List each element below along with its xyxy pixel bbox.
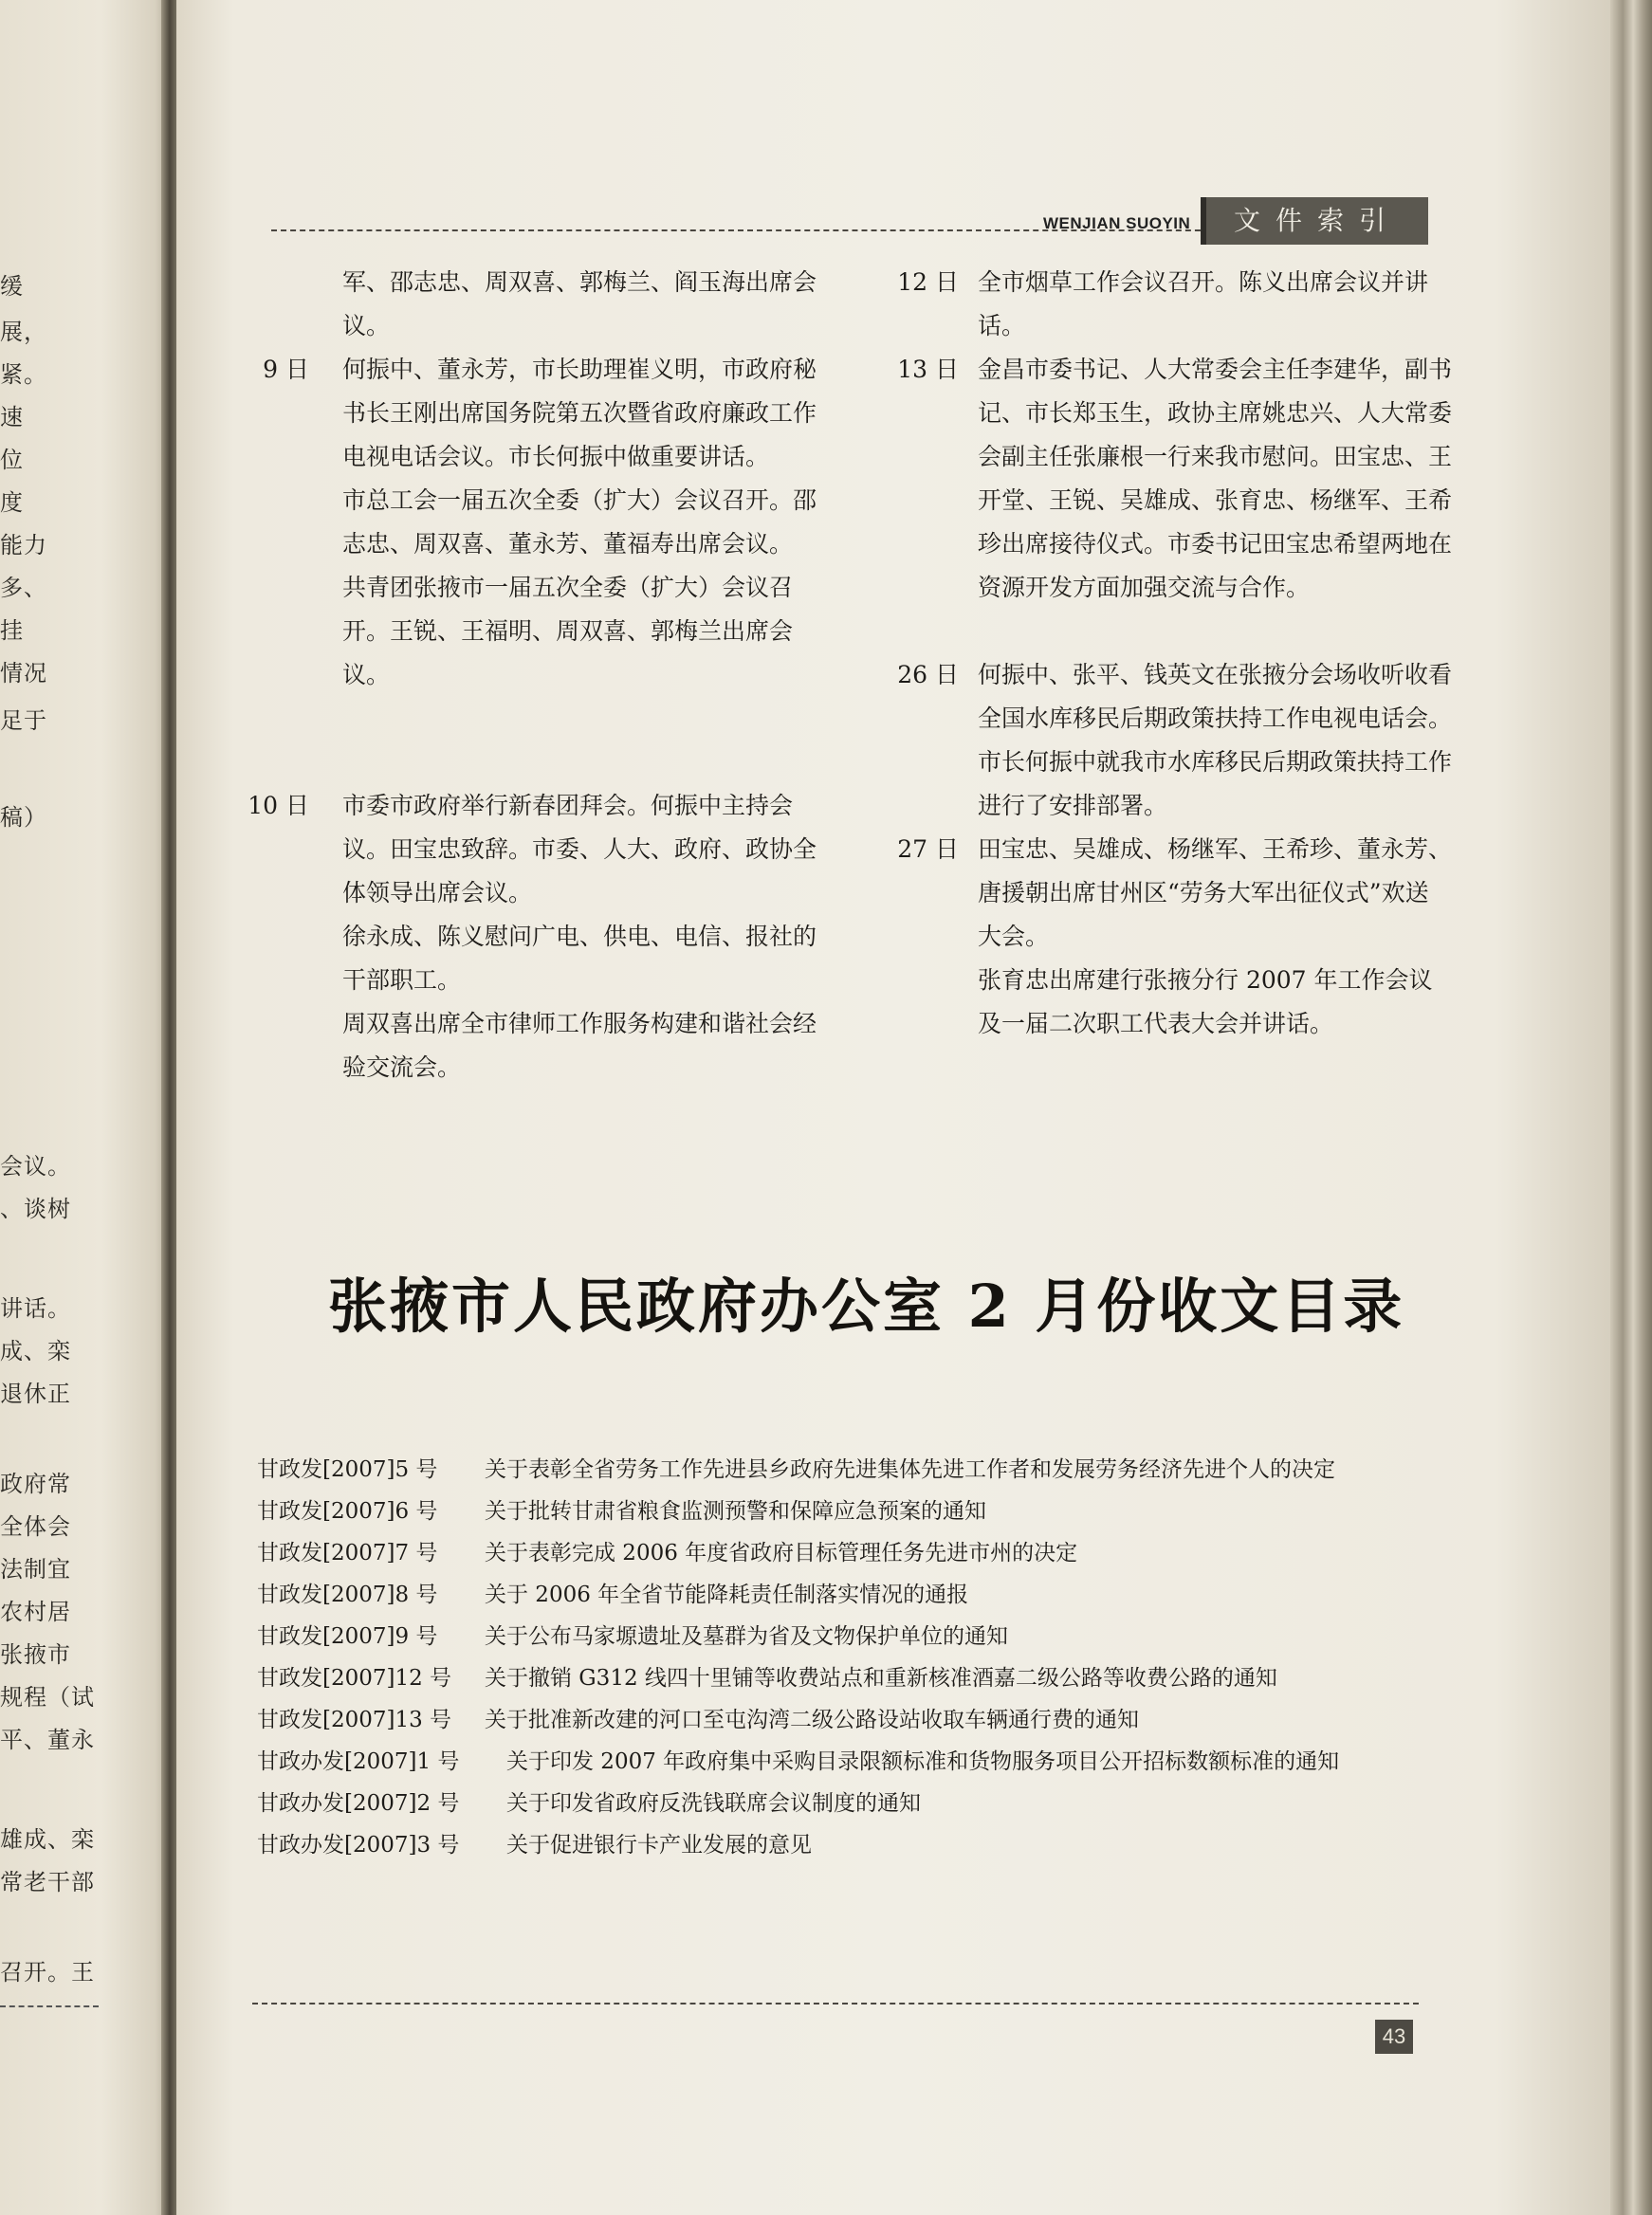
facing-page-fragment: 张掖市 — [0, 1641, 71, 1668]
page-number: 43 — [1375, 2020, 1413, 2054]
facing-page-edge — [0, 0, 169, 2215]
document-number: 甘政发[2007]13 号 — [257, 1708, 452, 1732]
receipt-row — [257, 1616, 1442, 1657]
diary-paragraph: 何振中、张平、钱英文在张掖分会场收听收看全国水库移民后期政策扶持工作电视电话会。市长何振中就我市水库移民后期政策扶持工作进行了安排部署。 — [978, 661, 1453, 819]
document-number: 甘政发[2007]5 号 — [257, 1457, 438, 1482]
diary-day: 10 日 — [248, 792, 309, 819]
receipt-row — [257, 1657, 1442, 1699]
facing-page-rule — [0, 2005, 99, 2007]
facing-page-fragment: 能力 — [0, 532, 47, 558]
facing-page-fragment: 召开。王 — [0, 1959, 95, 1986]
diary-paragraph: 田宝忠、吴雄成、杨继军、王希珍、董永芳、唐援朝出席甘州区“劳务大军出征仪式”欢送大会。 — [978, 835, 1453, 950]
diary-paragraph: 市委市政府举行新春团拜会。何振中主持会议。田宝忠致辞。市委、人大、政府、政协全体领导出席会议。 — [342, 792, 817, 906]
diary-paragraph: 何振中、董永芳，市长助理崔义明，市政府秘书长王刚出席国务院第五次暨省政府廉政工作电视电话会议。市长何振中做重要讲话。 — [342, 356, 817, 470]
receipt-row — [257, 1532, 1442, 1574]
document-number: 甘政发[2007]12 号 — [257, 1666, 452, 1691]
facing-page-fragment: 讲话。 — [0, 1295, 71, 1322]
facing-page-fragment: 常老干部 — [0, 1869, 95, 1895]
receipt-row — [257, 1783, 1442, 1824]
document-number: 甘政办发[2007]1 号 — [257, 1749, 460, 1774]
section-name-tab: 文件索引 — [1201, 197, 1428, 245]
diary-paragraph: 徐永成、陈义慰问广电、供电、电信、报社的干部职工。 — [342, 923, 817, 994]
facing-page-fragment: 雄成、栾 — [0, 1826, 95, 1853]
diary-day: 9 日 — [263, 356, 309, 383]
facing-page-fragment: 展， — [0, 319, 47, 345]
receipt-row — [257, 1824, 1442, 1866]
diary-paragraph: 市总工会一届五次全委（扩大）会议召开。邵志忠、周双喜、董永芳、董福寿出席会议。 — [342, 486, 817, 558]
document-title: 关于印发省政府反洗钱联席会议制度的通知 — [506, 1791, 921, 1816]
diary-entry — [342, 348, 826, 697]
document-number: 甘政办发[2007]3 号 — [257, 1833, 460, 1858]
receipts-section-title: 张掖市人民政府办公室 2 月份收文目录 — [328, 1272, 1405, 1341]
diary-paragraph: 军、邵志忠、周双喜、郭梅兰、阎玉海出席会议。 — [342, 268, 817, 339]
facing-page-fragment: 紧。 — [0, 361, 47, 388]
document-number: 甘政发[2007]9 号 — [257, 1624, 438, 1649]
diary-day: 27 日 — [897, 835, 959, 863]
document-title: 关于印发 2007 年政府集中采购目录限额标准和货物服务项目公开招标数额标准的通知 — [506, 1749, 1340, 1774]
section-name-pinyin: WENJIAN SUOYIN — [1043, 214, 1191, 232]
facing-page-fragment: 平、董永 — [0, 1727, 95, 1753]
facing-page-fragment: 全体会 — [0, 1513, 71, 1540]
diary-paragraph: 张育忠出席建行张掖分行 2007 年工作会议及一届二次职工代表大会并讲话。 — [978, 966, 1433, 1037]
facing-page-fragment: 足于 — [0, 707, 47, 734]
facing-page-fragment: 规程（试 — [0, 1684, 95, 1711]
facing-page-fragment: 度 — [0, 489, 24, 516]
diary-paragraph: 周双喜出席全市律师工作服务构建和谐社会经验交流会。 — [342, 1010, 817, 1081]
receipt-row — [257, 1491, 1442, 1532]
diary-paragraph: 共青团张掖市一届五次全委（扩大）会议召开。王锐、王福明、周双喜、郭梅兰出席会议。 — [342, 574, 794, 688]
facing-page-fragment: 政府常 — [0, 1471, 71, 1497]
facing-page-fragment: 稿） — [0, 804, 47, 831]
diary-entry — [978, 348, 1452, 610]
facing-page-fragment: 法制宜 — [0, 1556, 71, 1583]
diary-day: 26 日 — [897, 661, 959, 688]
facing-page-fragment: 退休正 — [0, 1381, 71, 1407]
document-number: 甘政办发[2007]2 号 — [257, 1791, 460, 1816]
diary-day: 12 日 — [897, 268, 959, 296]
document-number: 甘政发[2007]6 号 — [257, 1499, 438, 1524]
receipts-list — [257, 1449, 1442, 1866]
facing-page-fragment: 会议。 — [0, 1153, 71, 1180]
receipt-row — [257, 1699, 1442, 1741]
diary-entry — [342, 261, 826, 348]
document-title: 关于促进银行卡产业发展的意见 — [506, 1833, 812, 1858]
diary-entry — [978, 261, 1452, 348]
facing-page-fragment: 成、栾 — [0, 1338, 71, 1364]
diary-entry — [978, 653, 1452, 828]
facing-page-fragment: 缓 — [0, 273, 24, 300]
footer-rule — [252, 2003, 1419, 2004]
diary-entry — [342, 784, 826, 1089]
document-title: 关于表彰完成 2006 年度省政府目标管理任务先进市州的决定 — [485, 1541, 1078, 1565]
document-title: 关于批转甘肃省粮食监测预警和保障应急预案的通知 — [485, 1499, 986, 1524]
receipt-row — [257, 1449, 1442, 1491]
document-title: 关于批准新改建的河口至屯沟湾二级公路设站收取车辆通行费的通知 — [485, 1708, 1139, 1732]
facing-page-fragment: 情况 — [0, 660, 47, 686]
facing-page-fragment: 、谈树 — [0, 1196, 71, 1222]
document-title: 关于公布马家塬遗址及墓群为省及文物保护单位的通知 — [485, 1624, 1008, 1649]
facing-page-fragment: 农村居 — [0, 1599, 71, 1625]
receipt-row — [257, 1741, 1442, 1783]
page-stack-edge — [1610, 0, 1652, 2215]
document-title: 关于表彰全省劳务工作先进县乡政府先进集体先进工作者和发展劳务经济先进个人的决定 — [485, 1457, 1335, 1482]
diary-entry — [978, 828, 1452, 1046]
document-number: 甘政发[2007]7 号 — [257, 1541, 438, 1565]
diary-day: 13 日 — [897, 356, 959, 383]
document-number: 甘政发[2007]8 号 — [257, 1583, 438, 1607]
document-page — [176, 0, 1610, 2215]
facing-page-fragment: 速 — [0, 404, 24, 430]
diary-paragraph: 金昌市委书记、人大常委会主任李建华，副书记、市长郑玉生，政协主席姚忠兴、人大常委会副主任张廉根一行来我市慰问。田宝忠、王开堂、王锐、吴雄成、张育忠、杨继军、王希珍出席接待仪式。市委书记田宝忠希望两地在资源开发方面加强交流与合作。 — [978, 356, 1453, 601]
facing-page-fragment: 挂 — [0, 617, 24, 644]
facing-page-fragment: 位 — [0, 447, 24, 473]
document-title: 关于撤销 G312 线四十里铺等收费站点和重新核准酒嘉二级公路等收费公路的通知 — [485, 1666, 1277, 1691]
facing-page-fragment: 多、 — [0, 575, 47, 601]
receipt-row — [257, 1574, 1442, 1616]
document-title: 关于 2006 年全省节能降耗责任制落实情况的通报 — [485, 1583, 969, 1607]
diary-paragraph: 全市烟草工作会议召开。陈义出席会议并讲话。 — [978, 268, 1429, 339]
